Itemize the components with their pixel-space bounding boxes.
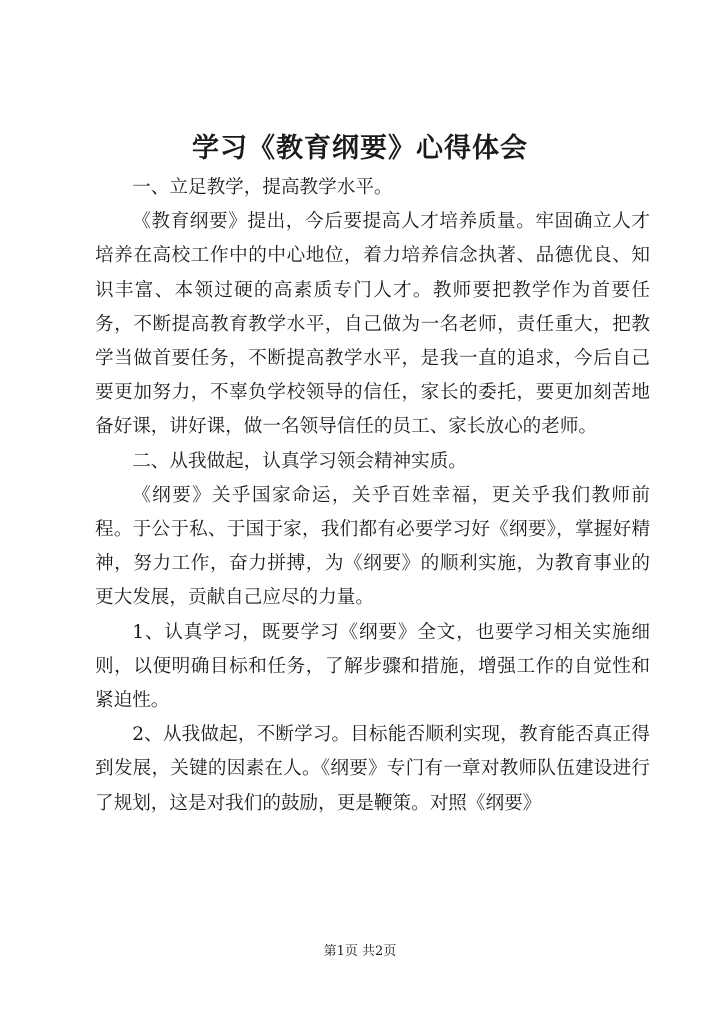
- document-body: [95, 171, 650, 821]
- section-heading-1: 一、立足教学，提高教学水平。: [132, 177, 393, 198]
- body-paragraph: 《教育纲要》提出，今后要提高人才培养质量。牢固确立人才培养在高校工作中的中心地位，着力培养信念执著、品德优良、知识丰富、本领过硬的高素质专门人才。教师要把教学作为首要任务，不断提高教育教学水平，自己做为一名老师，责任重大，把教学当做首要任务，不断提高教学水平，是我一直的追求，今后自己要更加努力，不辜负学校领导的信任，家长的委托，要更加刻苦地备好课，讲好课，做一名领导信任的员工、家长放心的老师。: [95, 211, 650, 438]
- page-footer: 第1页 共2页: [323, 944, 397, 959]
- body-paragraph: 1、认真学习，既要学习《纲要》全文，也要学习相关实施细则，以便明确目标和任务，了解步骤和措施，增强工作的自觉性和紧迫性。: [95, 621, 650, 712]
- body-paragraph: 《纲要》关乎国家命运，关乎百姓幸福，更关乎我们教师前程。于公于私、于国于家，我们都有必要学习好《纲要》，掌握好精神，努力工作，奋力拼搏，为《纲要》的顺利实施，为教育事业的更大发展，贡献自己应尽的力量。: [95, 484, 650, 609]
- section-heading-2: 二、从我做起，认真学习领会精神实质。: [132, 450, 467, 472]
- body-paragraph: 2、从我做起，不断学习。目标能否顺利实现，教育能否真正得到发展，关键的因素在人。《纲要》专门有一章对教师队伍建设进行了规划，这是对我们的鼓励，更是鞭策。对照《纲要》: [95, 724, 650, 814]
- document-title: 学习《教育纲要》心得体会: [192, 133, 528, 164]
